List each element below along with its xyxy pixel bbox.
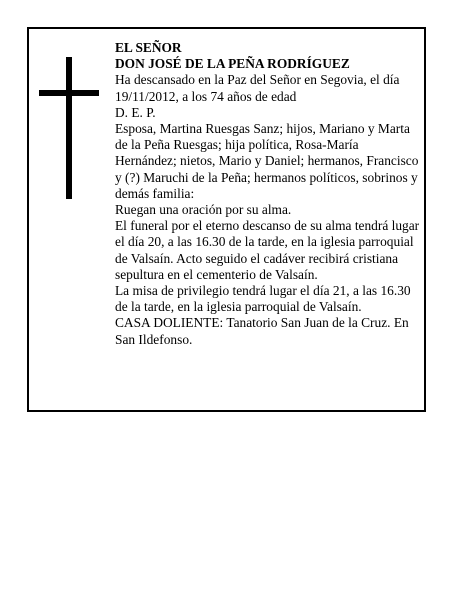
rest-in-peace: D. E. P. bbox=[115, 104, 156, 120]
family-list: Esposa, Martina Ruesgas Sanz; hijos, Mariano y Marta de la Peña Ruesgas; hija política, Rosa-María Hernández; nietos, Mario y Daniel; hermanos, Francisco y (?) Maruchi de la Peña; hermanos políticos, sobrinos y demás familia: bbox=[115, 121, 419, 201]
prayer-request: Ruegan una oración por su alma. bbox=[115, 202, 292, 218]
deceased-name: DON JOSÉ DE LA PEÑA RODRÍGUEZ bbox=[115, 56, 350, 72]
funeral-details: El funeral por el eterno descanso de su alma tendrá lugar el día 20, a las 16.30 de la tarde, en la iglesia parroquial de Valsaín. Acto seguido el cadáver recibirá cristiana sepultura en el cementerio de Valsaín. bbox=[115, 218, 420, 282]
mass-details: La misa de privilegio tendrá lugar el día 21, a las 16.30 de la tarde, en la iglesia parroquial de Valsaín. bbox=[115, 283, 411, 315]
death-announcement: Ha descansado en la Paz del Señor en Segovia, el día 19/11/2012, a los 74 años de edad bbox=[115, 72, 400, 104]
cross-vertical-bar bbox=[66, 57, 72, 199]
title-line-1: EL SEÑOR bbox=[115, 40, 182, 55]
mourning-house: CASA DOLIENTE: Tanatorio San Juan de la Cruz. En San Ildefonso. bbox=[115, 315, 409, 347]
notice-text bbox=[115, 40, 421, 348]
cross-horizontal-bar bbox=[39, 90, 99, 96]
obituary-notice bbox=[27, 27, 426, 412]
cross-icon bbox=[39, 57, 99, 199]
